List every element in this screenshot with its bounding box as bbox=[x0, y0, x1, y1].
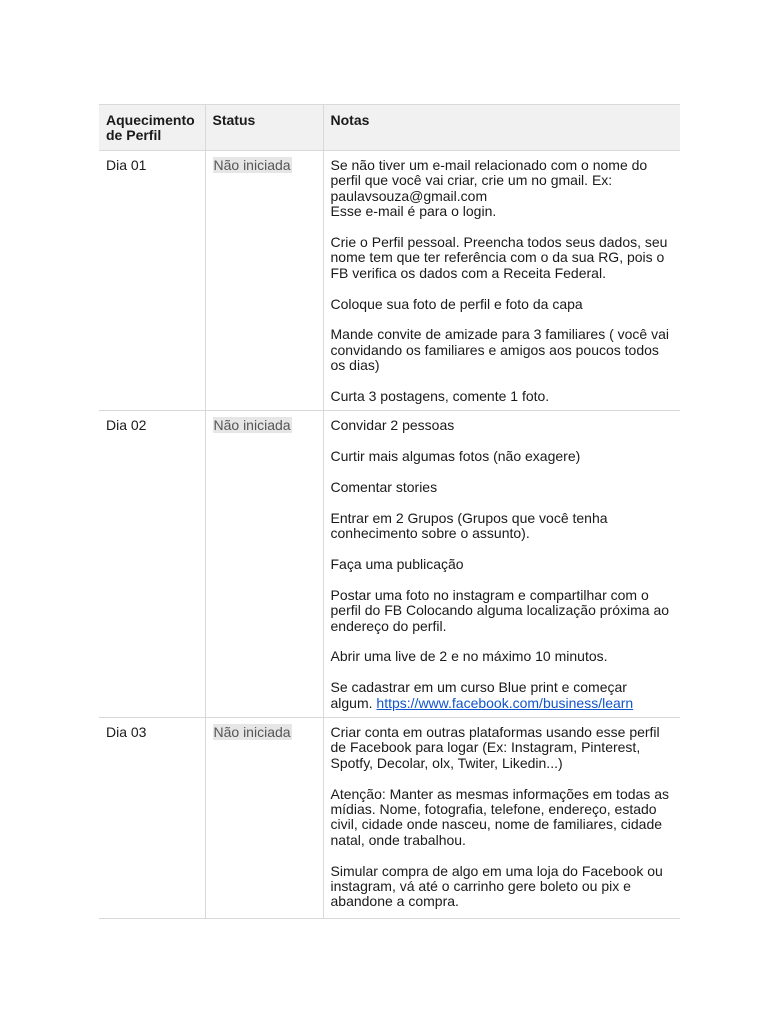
note-text: Coloque sua foto de perfil e foto da capa bbox=[330, 295, 583, 312]
facebook-business-learn-link[interactable]: https://www.facebook.com/business/learn bbox=[376, 694, 634, 711]
note-text: Comentar stories bbox=[330, 479, 438, 496]
note-text: Mande convite de amizade para 3 familiares ( você vai convidando os familiares e amigos aos poucos todos os dias) bbox=[330, 326, 670, 374]
status-badge: Não iniciada bbox=[213, 724, 291, 741]
note-text: Simular compra de algo em uma loja do Facebook ou instagram, vá até o carrinho gere boleto ou pix e abandone a compra. bbox=[330, 862, 663, 910]
status-cell bbox=[205, 151, 323, 411]
note-text: Curta 3 postagens, comente 1 foto. bbox=[330, 388, 550, 405]
note-paragraph bbox=[331, 787, 673, 849]
note-paragraph bbox=[331, 327, 673, 373]
column-header-status: Status bbox=[205, 105, 323, 151]
note-text: Atenção: Manter as mesmas informações em todas as mídias. Nome, fotografia, telefone, endereço, estado civil, cidade onde nasceu, nome de familiares, cidade natal, onde trabalhou. bbox=[330, 785, 669, 848]
note-paragraph bbox=[331, 158, 673, 220]
day-cell: Dia 03 bbox=[99, 718, 205, 919]
note-text: Curtir mais algumas fotos (não exagere) bbox=[330, 448, 581, 465]
note-paragraph bbox=[331, 680, 673, 711]
note-paragraph bbox=[331, 418, 673, 433]
note-text: Entrar em 2 Grupos (Grupos que você tenha conhecimento sobre o assunto). bbox=[330, 509, 608, 542]
day-cell: Dia 01 bbox=[99, 151, 205, 411]
note-paragraph bbox=[331, 297, 673, 312]
notes-cell bbox=[323, 718, 680, 919]
note-paragraph bbox=[331, 480, 673, 495]
table-row bbox=[99, 411, 680, 718]
note-paragraph bbox=[331, 864, 673, 910]
status-badge: Não iniciada bbox=[213, 157, 291, 173]
status-cell bbox=[205, 718, 323, 919]
note-paragraph bbox=[331, 649, 673, 664]
notes-cell bbox=[323, 411, 680, 718]
note-text: Se cadastrar em um curso Blue print e começar algum. bbox=[330, 679, 627, 711]
note-paragraph bbox=[331, 588, 673, 634]
column-header-day: Aquecimento de Perfil bbox=[99, 105, 205, 151]
note-paragraph bbox=[331, 389, 673, 404]
table-row bbox=[99, 718, 680, 919]
note-text: Se não tiver um e-mail relacionado com o nome do perfil que você vai criar, crie um no gmail. Ex: paulavsouza@gmail.com bbox=[330, 157, 648, 204]
note-text: Esse e-mail é para o login. bbox=[330, 203, 497, 220]
status-cell bbox=[205, 411, 323, 718]
note-text: Abrir uma live de 2 e no máximo 10 minutos. bbox=[330, 648, 608, 665]
profile-warmup-table bbox=[99, 104, 680, 919]
note-paragraph bbox=[331, 725, 673, 771]
note-text: Postar uma foto no instagram e compartilhar com o perfil do FB Colocando alguma localização próxima ao endereço do perfil. bbox=[330, 586, 670, 634]
day-cell: Dia 02 bbox=[99, 411, 205, 718]
note-text: Criar conta em outras plataformas usando esse perfil de Facebook para logar (Ex: Instagram, Pinterest, Spotfy, Decolar, olx, Twiter, Likedin...) bbox=[330, 724, 660, 771]
note-paragraph bbox=[331, 449, 673, 464]
note-paragraph bbox=[331, 557, 673, 572]
table-header-row bbox=[99, 105, 680, 151]
note-text: Convidar 2 pessoas bbox=[330, 417, 455, 434]
status-badge: Não iniciada bbox=[213, 417, 291, 434]
note-text: Faça uma publicação bbox=[330, 556, 464, 573]
notes-cell bbox=[323, 151, 680, 411]
table-row bbox=[99, 151, 680, 411]
column-header-notes: Notas bbox=[323, 105, 680, 151]
note-text: Crie o Perfil pessoal. Preencha todos seus dados, seu nome tem que ter referência com o da sua RG, pois o FB verifica os dados com a Receita Federal. bbox=[330, 234, 668, 281]
note-paragraph bbox=[331, 511, 673, 542]
note-paragraph bbox=[331, 235, 673, 281]
